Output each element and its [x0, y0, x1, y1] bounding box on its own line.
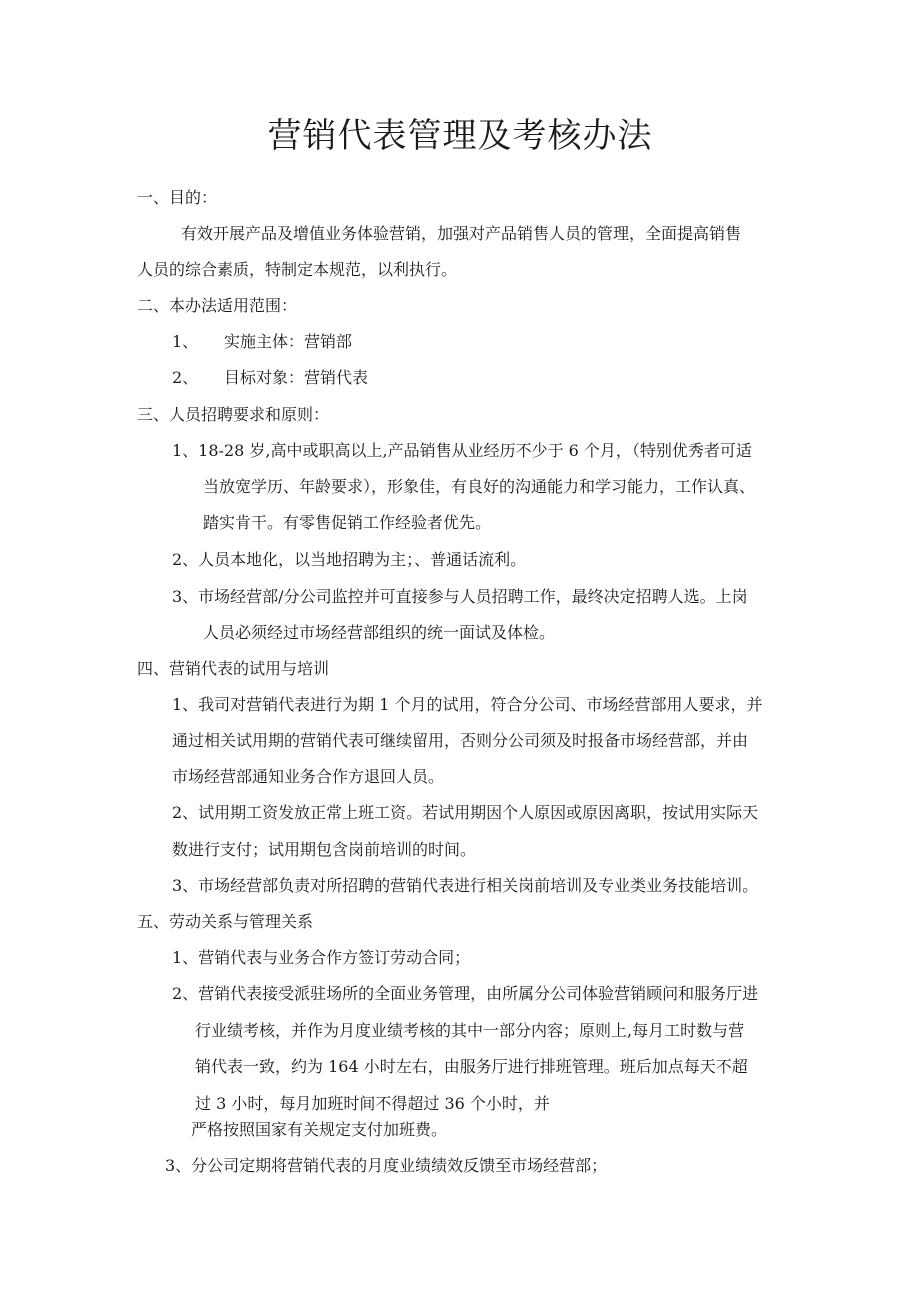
list-item-line: 3、市场经营部/分公司监控并可直接参与人员招聘工作，最终决定招聘人选。上岗: [172, 587, 748, 606]
list-item-line: 2、人员本地化，以当地招聘为主；、普通话流利。: [172, 550, 527, 569]
section-heading-scope: 二、本办法适用范围：: [137, 296, 298, 315]
list-item-line: 严格按照国家有关规定支付加班费。: [191, 1120, 448, 1139]
list-item-text: 实施主体：营销部: [224, 332, 353, 351]
list-item-line: 数进行支付；试用期包含岗前培训的时间。: [172, 840, 477, 859]
list-item-number: 1、: [172, 332, 199, 351]
paragraph-line: 有效开展产品及增值业务体验营销，加强对产品销售人员的管理，全面提高销售: [181, 224, 742, 243]
list-item-line: 1、营销代表与业务合作方签订劳动合同；: [172, 948, 471, 967]
list-item-line: 当放宽学历、年龄要求），形象佳，有良好的沟通能力和学习能力，工作认真、: [203, 477, 756, 496]
list-item-line: 销代表一致，约为 164 小时左右，由服务厅进行排班管理。班后加点每天不超: [195, 1057, 748, 1076]
section-heading-recruitment: 三、人员招聘要求和原则：: [137, 405, 330, 424]
list-item-number: 2、: [172, 368, 199, 387]
list-item-line: 1、18-28 岁,高中或职高以上,产品销售从业经历不少于 6 个月，（特别优秀者可适: [172, 441, 752, 460]
list-item-line: 3、分公司定期将营销代表的月度业绩绩效反馈至市场经营部；: [165, 1156, 608, 1175]
list-item-line: 1、我司对营销代表进行为期 1 个月的试用，符合分公司、市场经营部用人要求，并: [172, 695, 763, 714]
list-item-line: 2、营销代表接受派驻场所的全面业务管理，由所属分公司体验营销顾问和服务厅进: [172, 984, 759, 1003]
list-item-text: 目标对象：营销代表: [224, 368, 369, 387]
list-item-line: 行业绩考核，并作为月度业绩考核的其中一部分内容；原则上,每月工时数与营: [195, 1021, 745, 1040]
section-heading-labor: 五、劳动关系与管理关系: [137, 912, 314, 931]
list-item-line: 2、试用期工资发放正常上班工资。若试用期因个人原因或原因离职，按试用实际天: [172, 803, 759, 822]
list-item-line: 通过相关试用期的营销代表可继续留用，否则分公司须及时报备市场经营部，并由: [172, 731, 749, 750]
list-item-line: 人员必须经过市场经营部组织的统一面试及体检。: [203, 623, 556, 642]
page-title: 营销代表管理及考核办法: [267, 116, 653, 156]
list-item-line: 过 3 小时，每月加班时间不得超过 36 个小时，并: [195, 1094, 550, 1113]
paragraph-line: 人员的综合素质，特制定本规范，以利执行。: [137, 260, 458, 279]
section-heading-probation: 四、营销代表的试用与培训: [137, 659, 330, 678]
section-heading-purpose: 一、目的：: [137, 188, 218, 207]
list-item-line: 市场经营部通知业务合作方退回人员。: [172, 767, 445, 786]
list-item-line: 3、市场经营部负责对所招聘的营销代表进行相关岗前培训及专业类业务技能培训。: [172, 876, 759, 895]
list-item-line: 踏实肯干。有零售促销工作经验者优先。: [203, 513, 492, 532]
